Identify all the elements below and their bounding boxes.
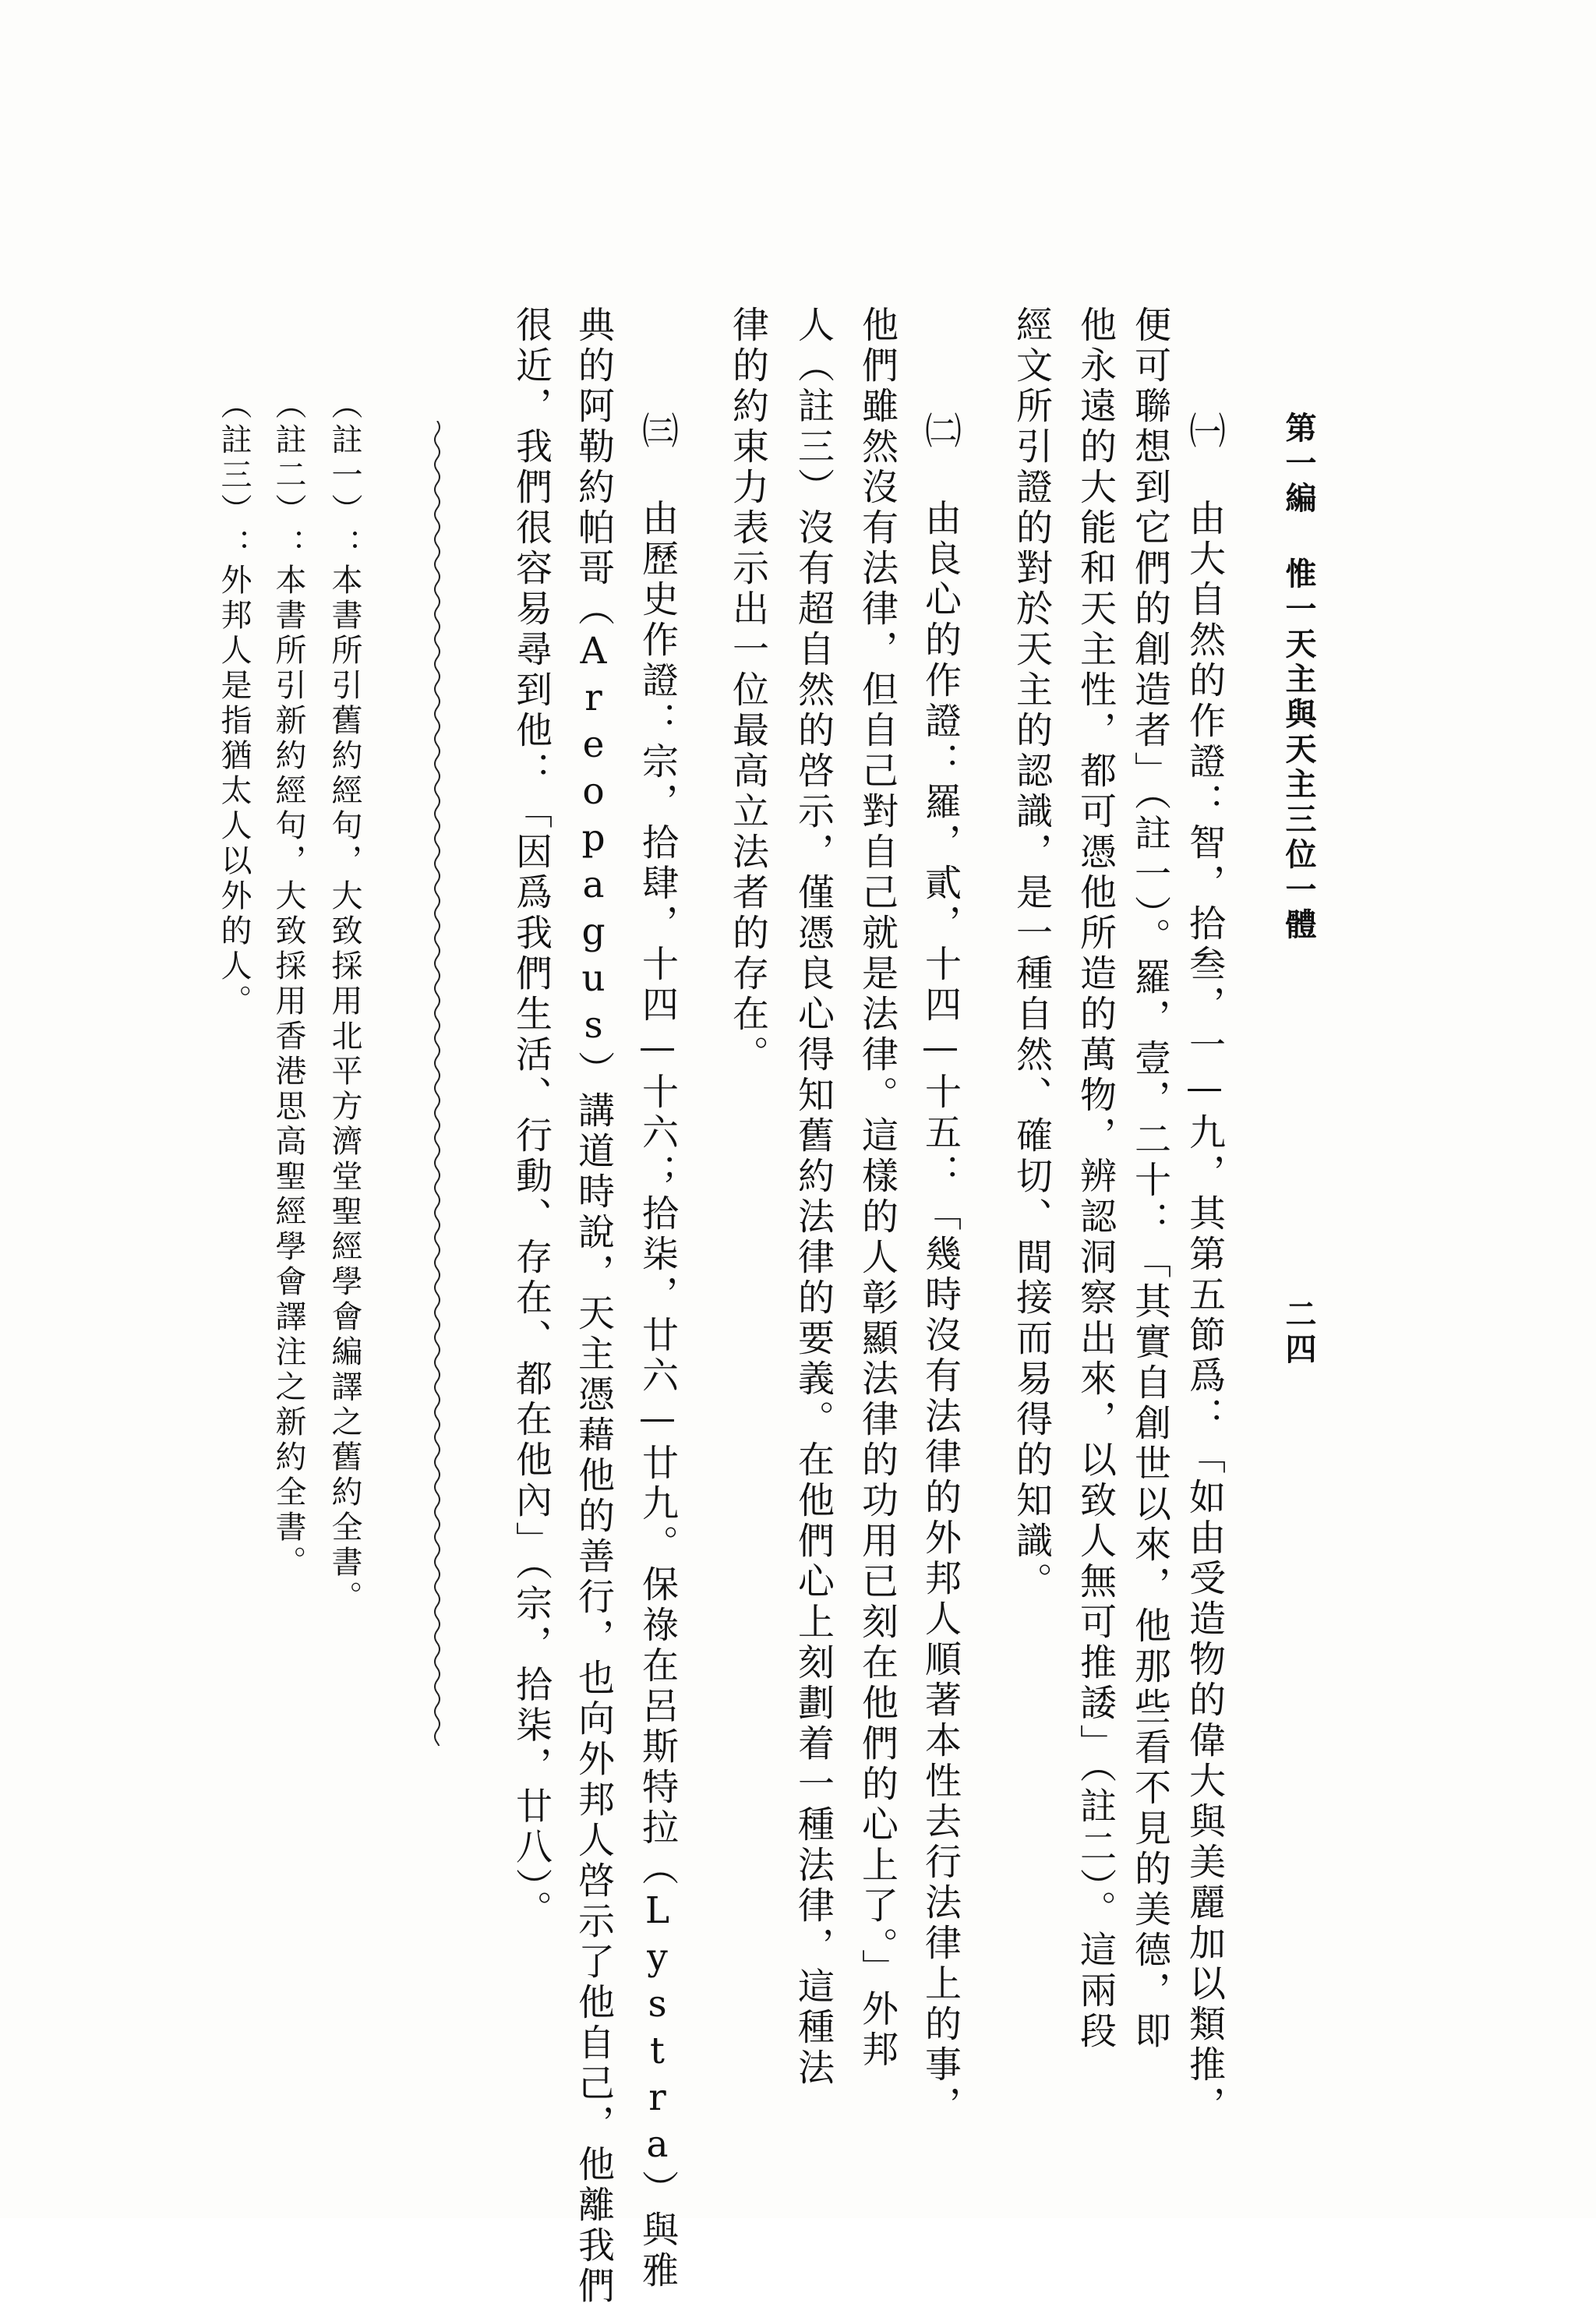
paragraph-3-line-2: 典的阿勒約帕哥（Areopagus）講道時說，天主憑藉他的善行，也向外邦人啓示了他自己，他離我們 [572, 306, 615, 2307]
paragraph-2-line-1: ㈡ 由良心的作證：羅，貳，十四—十五：「幾時沒有法律的外邦人順著本性去行法律上的事， [919, 412, 962, 2126]
paragraph-3-line-1: ㈢ 由歷史作證：宗，拾肆，十四—十六；拾柒，廿六—廿九。保祿在呂斯特拉（Lystra）與雅 [636, 412, 679, 2291]
paragraph-1-line-3: 他永遠的大能和天主性，都可憑他所造的萬物，辨認洞察出來，以致人無可推諉」（註二）。這兩段 [1074, 306, 1117, 2052]
paragraph-1-line-1: ㈠ 由大自然的作證：智，拾叁，一—九，其第五節爲：「如由受造物的偉大與美麗加以類推， [1183, 412, 1226, 2126]
paragraph-1-line-4: 經文所引證的對於天主的認識，是一種自然、確切、間接而易得的知識。 [1010, 306, 1053, 1602]
footnote-divider [432, 421, 443, 1746]
page-number: 二四 [1280, 1298, 1317, 1368]
paragraph-2-line-2: 他們雖然沒有法律，但自己對自己就是法律。這樣的人彰顯法律的功用已刻在他們的心上了。」外邦 [856, 306, 899, 2071]
footnote-1: （註一）：本書所引舊約經句，大致採用北平方濟堂聖經學會編譯之舊約全書。 [327, 388, 362, 1616]
paragraph-2-line-3: 人（註三）沒有超自然的啓示，僅憑良心得知舊約法律的要義。在他們心上刻劃着一種法律，這種法 [792, 306, 835, 2089]
running-title: 第一編 惟一天主與天主三位一體 [1280, 412, 1317, 943]
footnote-3: （註三）：外邦人是指猶太人以外的人。 [216, 388, 252, 1019]
paragraph-3-line-3: 很近，我們很容易尋到他：「因爲我們生活、行動、存在、都在他內」（宗，拾柒，廿八）。 [510, 306, 553, 1931]
footnote-2: （註二）：本書所引新約經句，大致採用香港思高聖經學會譯注之新約全書。 [270, 388, 306, 1581]
paragraph-1-line-2: 便可聯想到它們的創造者」（註一）。羅，壹，二十：「其實自創世以來，他那些看不見的美德，即 [1128, 306, 1171, 2052]
paragraph-2-line-4: 律的約束力表示出一位最高立法者的存在。 [726, 306, 769, 1076]
